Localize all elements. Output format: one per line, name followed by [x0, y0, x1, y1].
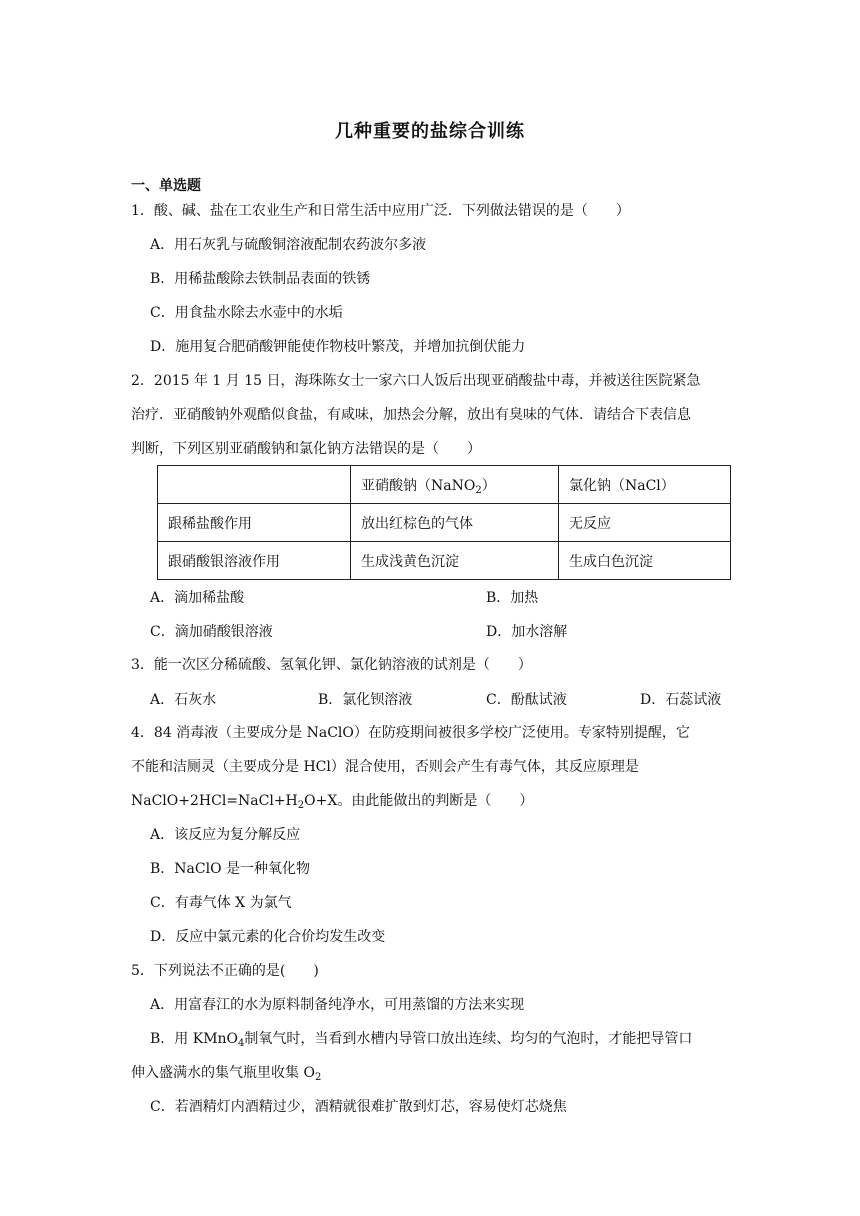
- table-header-cell: [158, 466, 351, 504]
- question-4-stem-line-1: 4．84 消毒液（主要成分是 NaClO）在防疫期间被很多学校广泛使用。专家特别提醒，它: [131, 725, 690, 741]
- question-2-option-b: B．加热: [486, 590, 539, 606]
- comparison-table: [157, 465, 731, 580]
- table-row: [158, 542, 731, 580]
- question-3-option-c: C．酚酞试液: [486, 692, 567, 708]
- question-1-option-b: B．用稀盐酸除去铁制品表面的铁锈: [150, 271, 371, 287]
- question-4-stem-line-2: 不能和洁厕灵（主要成分是 HCl）混合使用，否则会产生有毒气体，其反应原理是: [131, 759, 639, 775]
- question-4-option-d: D．反应中氯元素的化合价均发生改变: [150, 929, 386, 945]
- question-2-option-a: A．滴加稀盐酸: [150, 590, 245, 606]
- question-5-option-c: C．若酒精灯内酒精过少，酒精就很难扩散到灯芯，容易使灯芯烧焦: [150, 1099, 567, 1115]
- table-cell: 跟稀盐酸作用: [158, 504, 351, 542]
- question-3-option-d: D．石蕊试液: [640, 692, 722, 708]
- question-4-option-b: B．NaClO 是一种氧化物: [150, 861, 311, 877]
- table-cell: 放出红棕色的气体: [351, 504, 559, 542]
- question-3-stem: 3．能一次区分稀硫酸、氢氧化钾、氯化钠溶液的试剂是（ ）: [131, 657, 532, 673]
- question-2-option-c: C．滴加硝酸银溶液: [150, 624, 273, 640]
- question-1-option-d: D．施用复合肥硝酸钾能使作物枝叶繁茂，并增加抗倒伏能力: [150, 339, 526, 355]
- question-1-stem: 1．酸、碱、盐在工农业生产和日常生活中应用广泛．下列做法错误的是（ ）: [131, 203, 630, 219]
- question-4-option-a: A．该反应为复分解反应: [150, 827, 301, 843]
- question-2-stem-line-3: 判断，下列区别亚硝酸钠和氯化钠方法错误的是（ ）: [131, 441, 481, 457]
- table-header-cell: 亚硝酸钠（NaNO$_2$）: [351, 466, 559, 504]
- question-4-option-c: C．有毒气体 X 为氯气: [150, 895, 292, 911]
- question-2-stem-line-1: 2．2015 年 1 月 15 日，海珠陈女士一家六口人饭后出现亚硝酸盐中毒，并被送往医院紧急: [131, 373, 701, 389]
- question-5-option-a: A．用富春江的水为原料制备纯净水，可用蒸馏的方法来实现: [150, 997, 525, 1013]
- question-5-option-b-line-1: B．用 KMnO$_4$制氧气时，当看到水槽内导管口放出连续、均匀的气泡时，才能把导管口: [150, 1031, 693, 1049]
- question-1-option-a: A．用石灰乳与硫酸铜溶液配制农药波尔多液: [150, 237, 427, 253]
- question-5-option-b-line-2: 伸入盛满水的集气瓶里收集 $O_2$: [131, 1065, 322, 1083]
- table-header-cell: 氯化钠（NaCl）: [559, 466, 731, 504]
- table-cell: 生成浅黄色沉淀: [351, 542, 559, 580]
- table-cell: 跟硝酸银溶液作用: [158, 542, 351, 580]
- table-header-row: [158, 466, 731, 504]
- question-2-option-d: D．加水溶解: [486, 624, 568, 640]
- question-3-option-a: A．石灰水: [150, 692, 217, 708]
- question-3-option-b: B．氯化钡溶液: [318, 692, 413, 708]
- section-heading: 一、单选题: [131, 178, 201, 194]
- table-cell: 无反应: [559, 504, 731, 542]
- table-cell: 生成白色沉淀: [559, 542, 731, 580]
- question-2-stem-line-2: 治疗．亚硝酸钠外观酷似食盐，有咸味，加热会分解，放出有臭味的气体．请结合下表信息: [131, 407, 691, 423]
- question-4-equation: $NaClO+2HCl=NaCl+H_2O+X$。由此能做出的判断是（ ）: [131, 793, 534, 811]
- page-title: 几种重要的盐综合训练: [335, 121, 525, 142]
- question-5-stem: 5．下列说法不正确的是( ): [131, 963, 319, 979]
- table-row: [158, 504, 731, 542]
- question-1-option-c: C．用食盐水除去水壶中的水垢: [150, 305, 343, 321]
